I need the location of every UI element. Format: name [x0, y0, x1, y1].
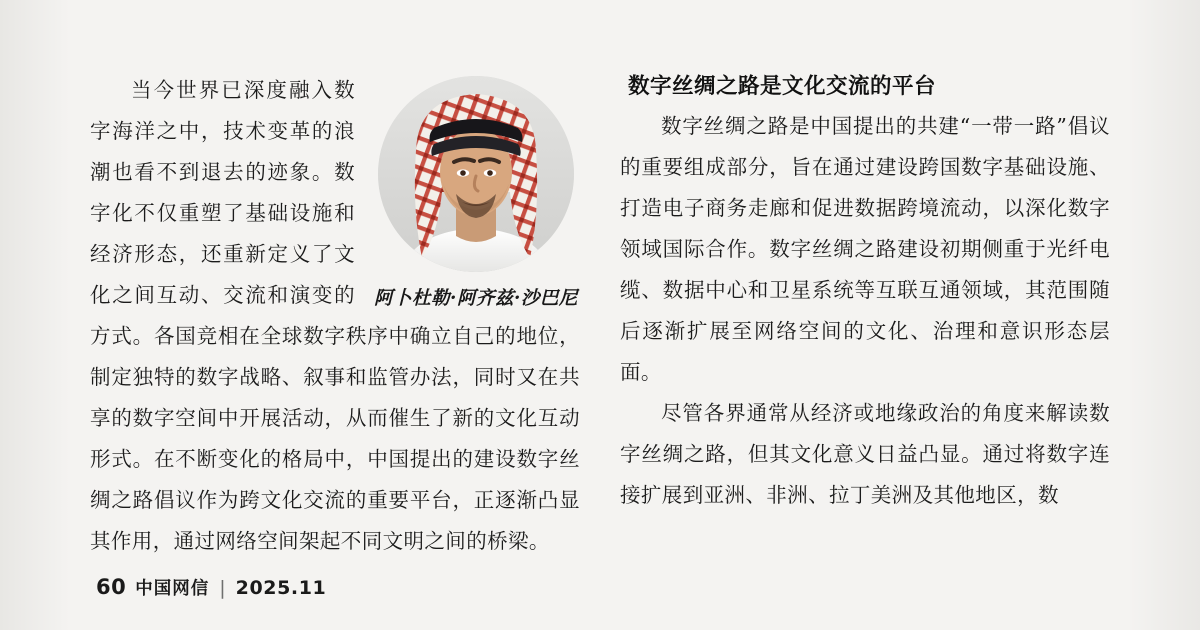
portrait-caption: 阿卜杜勒·阿齐兹·沙巴尼 — [374, 288, 578, 309]
page-footer — [96, 575, 326, 600]
right-paragraph-1: 数字丝绸之路是中国提出的共建“一带一路”倡议的重要组成部分，旨在通过建设跨国数字基础设施、打造电子商务走廊和促进数据跨境流动，以深化数字领域国际合作。数字丝绸之路建设初期侧重于光纤电缆、数据中心和卫星系统等互联互通领域，其范围随后逐渐扩展至网络空间的文化、治理和意识形态层面。 — [620, 114, 1110, 384]
page-number: 60 — [96, 575, 127, 599]
left-paragraph-1: 当今世界已深度融入数字海洋之中，技术变革的浪潮也看不到退去的迹象。数字化不仅重塑了基础设施和经济形态，还重新定义了文化之间互动、交流和演变的方式。各国竞相在全球数字秩序中确立自己的地位，制定独特的数字战略、叙事和监管办法，同时又在共享的数字空间中开展活动，从而催生了新的文化互动形式。在不断变化的格局中，中国提出的建设数字丝绸之路倡议作为跨文化交流的重要平台，正逐渐凸显其作用，通过网络空间架起不同文明之间的桥梁。 — [90, 78, 580, 553]
issue-date: 2025.11 — [235, 577, 327, 599]
right-column — [620, 70, 1110, 550]
left-column — [90, 70, 580, 553]
right-paragraph-2: 尽管各界通常从经济或地缘政治的角度来解读数字丝绸之路，但其文化意义日益凸显。通过将数字连接扩展到亚洲、非洲、拉丁美洲及其他地区，数 — [620, 401, 1110, 507]
footer-separator: | — [219, 577, 226, 599]
page-content — [90, 70, 1110, 553]
magazine-name: 中国网信 — [135, 579, 210, 599]
section-heading: 数字丝绸之路是文化交流的平台 — [628, 74, 937, 99]
portrait-figure — [367, 76, 585, 310]
portrait-photo — [378, 76, 574, 272]
